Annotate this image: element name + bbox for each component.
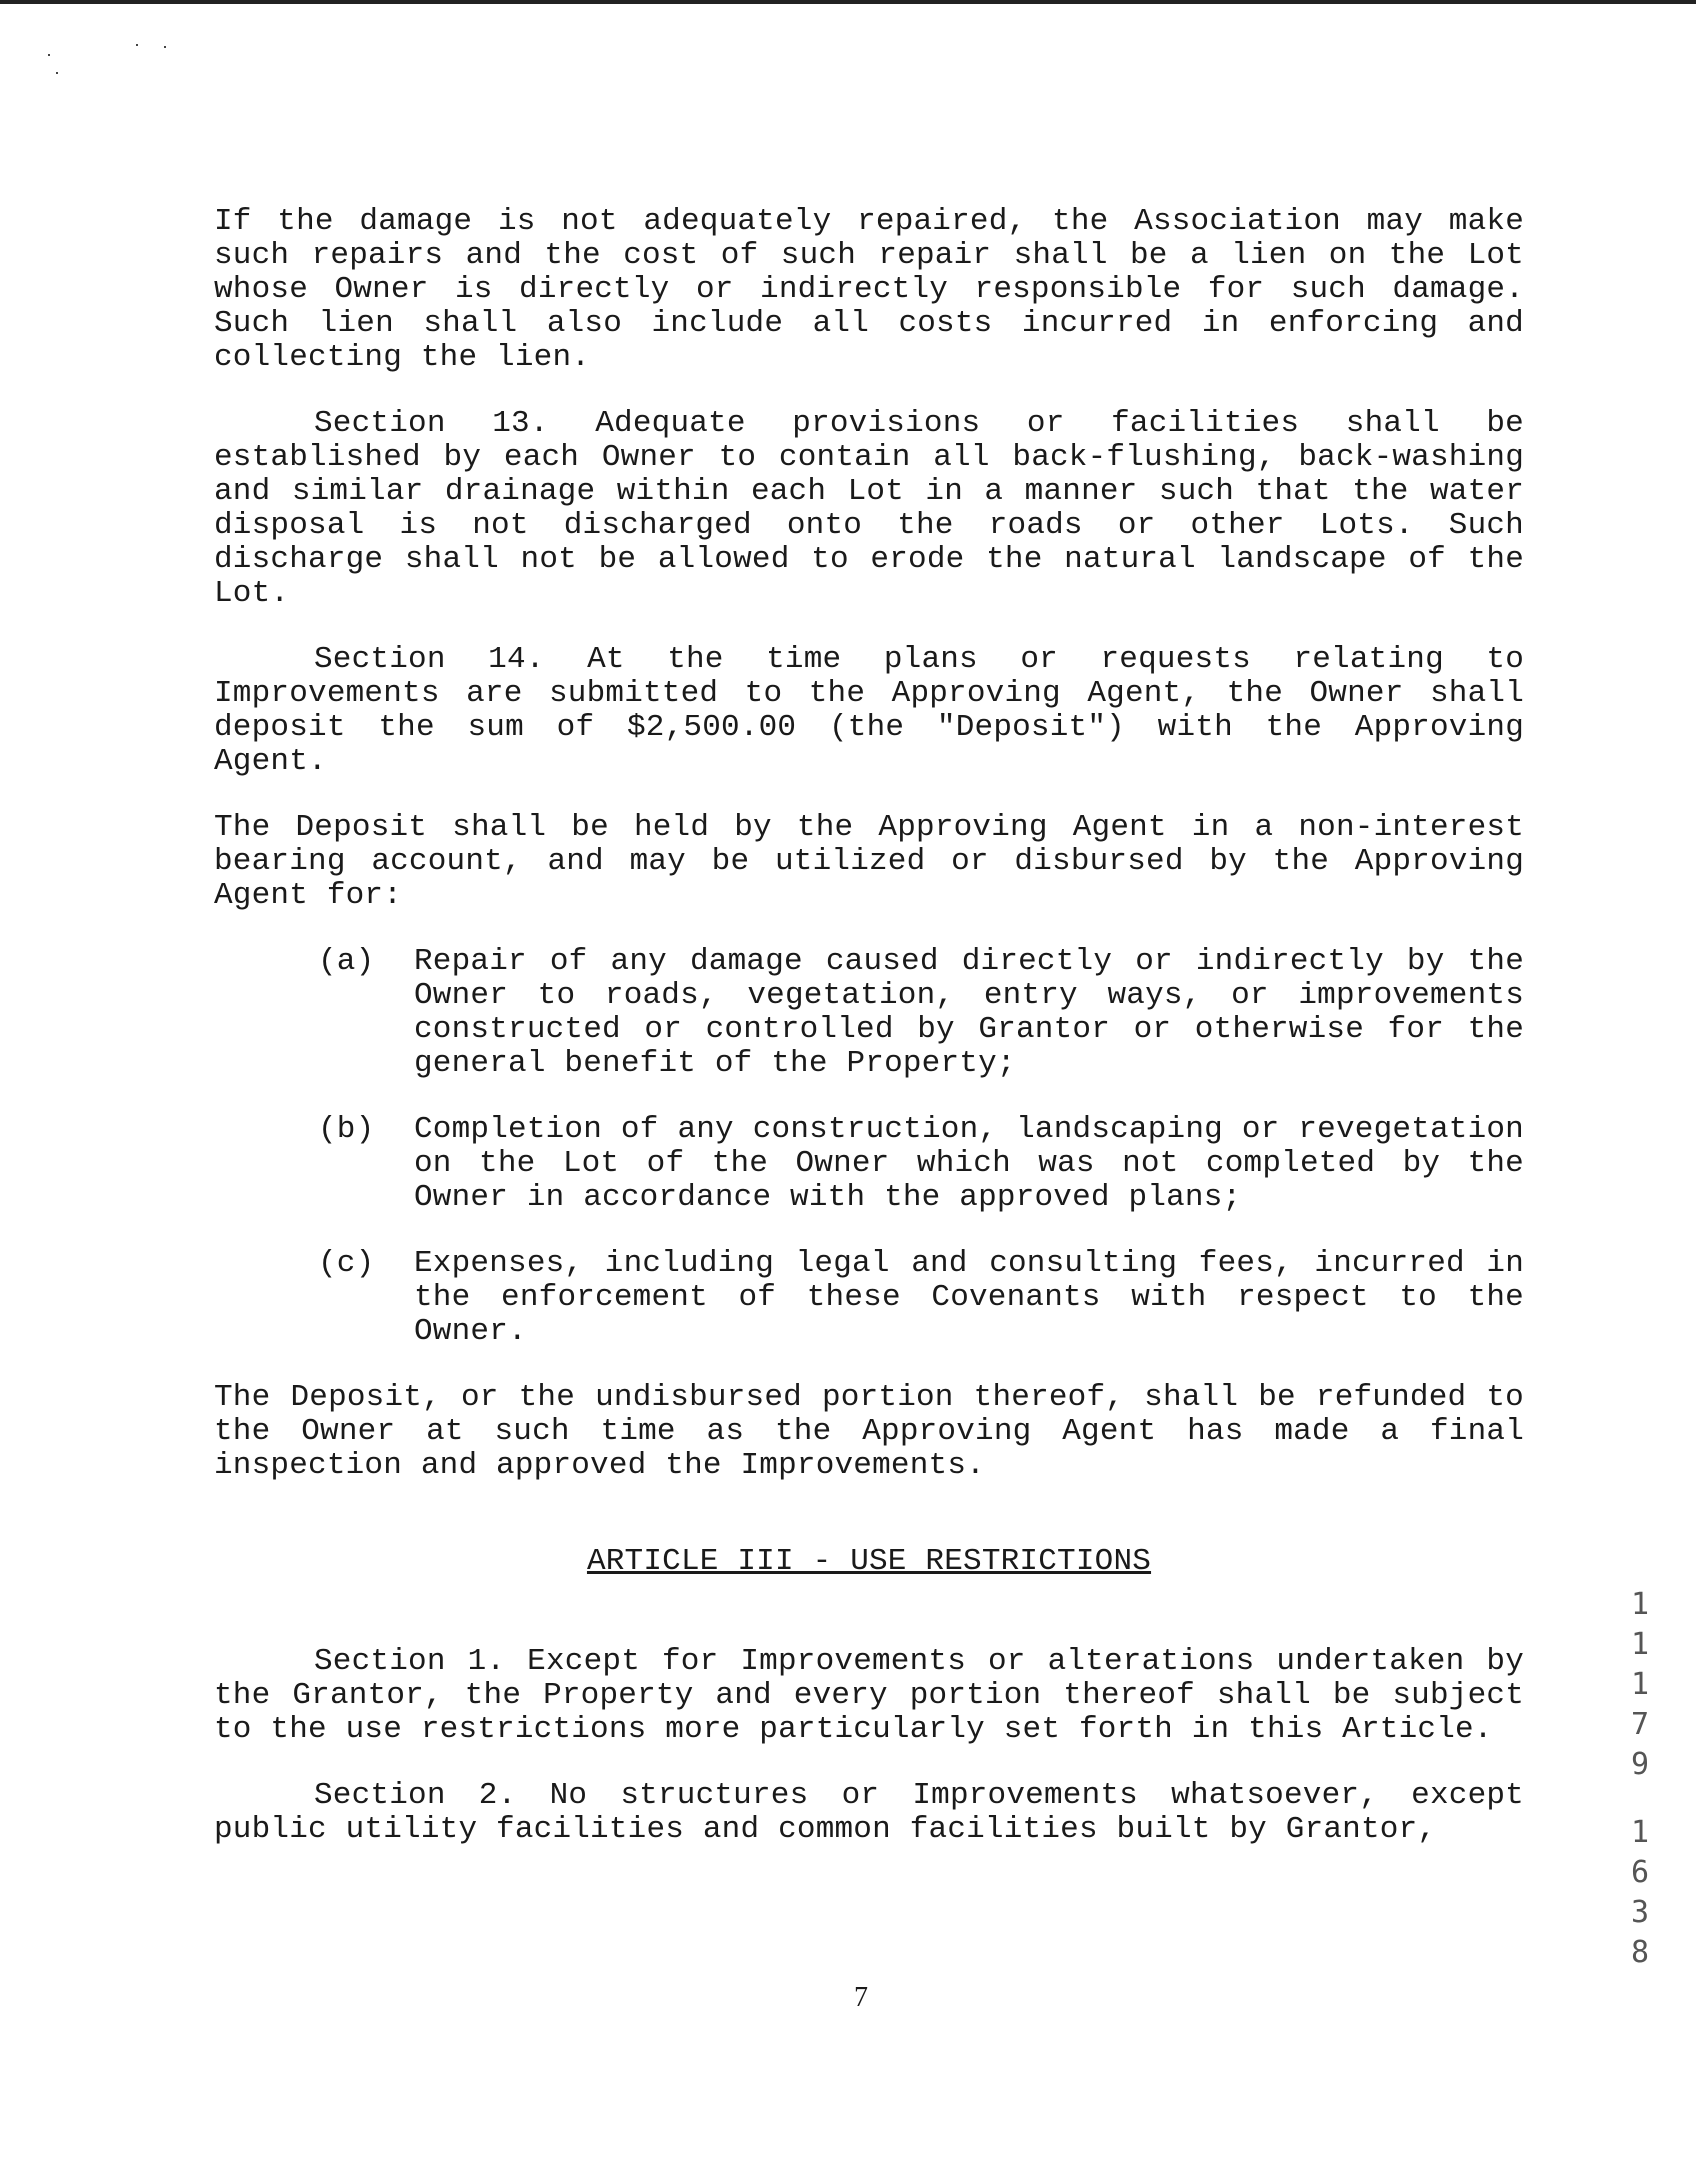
paragraph-article-section-1: Section 1. Except for Improvements or alterations undertaken by the Grantor, the Property and every portion thereof shall be subject to the use restrictions more particularly set forth in this Article. [214,1644,1524,1747]
stamp-digit: 6 [1630,1855,1650,1890]
stamp-digit: 1 [1630,1627,1650,1662]
paragraph-section-13: Section 13. Adequate provisions or facilities shall be established by each Owner to contain all back-flushing, back-washing and similar drainage within each Lot in a manner such that the water disposal is not discharged onto the roads or other Lots. Such discharge shall not be allowed to erode the natural landscape of the Lot. [214,406,1524,611]
stamp-digit: 7 [1630,1707,1650,1742]
scan-top-border [0,0,1696,4]
stamp-digit: 3 [1630,1895,1650,1930]
margin-document-stamp [1622,1585,1658,1973]
list-text: Expenses, including legal and consulting fees, incurred in the enforcement of these Covenants with respect to the Owner. [414,1246,1524,1349]
page-number: 7 [854,1982,868,2013]
stamp-digit: 1 [1630,1667,1650,1702]
list-text: Repair of any damage caused directly or indirectly by the Owner to roads, vegetation, entry ways, or improvements constructed or controlled by Grantor or otherwise for the general benefit of the Property; [414,944,1524,1081]
paragraph-section-14: Section 14. At the time plans or requests relating to Improvements are submitted to the Approving Agent, the Owner shall deposit the sum of $2,500.00 (the "Deposit") with the Approving Agent. [214,642,1524,779]
list-marker: (c) [318,1246,375,1281]
article-heading: ARTICLE III - USE RESTRICTIONS [586,1544,1152,1579]
stamp-digit: 8 [1630,1935,1650,1970]
paragraph-deposit-held: The Deposit shall be held by the Approving Agent in a non-interest bearing account, and may be utilized or disbursed by the Approving Agent for: [214,810,1524,913]
paragraph-damage-repair: If the damage is not adequately repaired, the Association may make such repairs and the cost of such repair shall be a lien on the Lot whose Owner is directly or indirectly responsible for such damage. Such lien shall also include all costs incurred in enforcing and collecting the lien. [214,204,1524,375]
paragraph-article-section-2: Section 2. No structures or Improvements whatsoever, except public utility facilities and common facilities built by Grantor, [214,1778,1524,1847]
scan-specks [48,40,178,80]
document-body [214,205,1524,1879]
list-marker: (a) [318,944,375,979]
list-item [214,1247,1524,1349]
list-item [214,945,1524,1081]
list-item [214,1113,1524,1215]
stamp-digit: 1 [1630,1587,1650,1622]
stamp-digit: 9 [1630,1747,1650,1782]
list-text: Completion of any construction, landscaping or revegetation on the Lot of the Owner which was not completed by the Owner in accordance with the approved plans; [414,1112,1524,1215]
list-marker: (b) [318,1112,375,1147]
stamp-gap [1622,1785,1658,1813]
stamp-digit: 1 [1630,1815,1650,1850]
paragraph-deposit-refund: The Deposit, or the undisbursed portion thereof, shall be refunded to the Owner at such time as the Approving Agent has made a final inspection and approved the Improvements. [214,1380,1524,1483]
